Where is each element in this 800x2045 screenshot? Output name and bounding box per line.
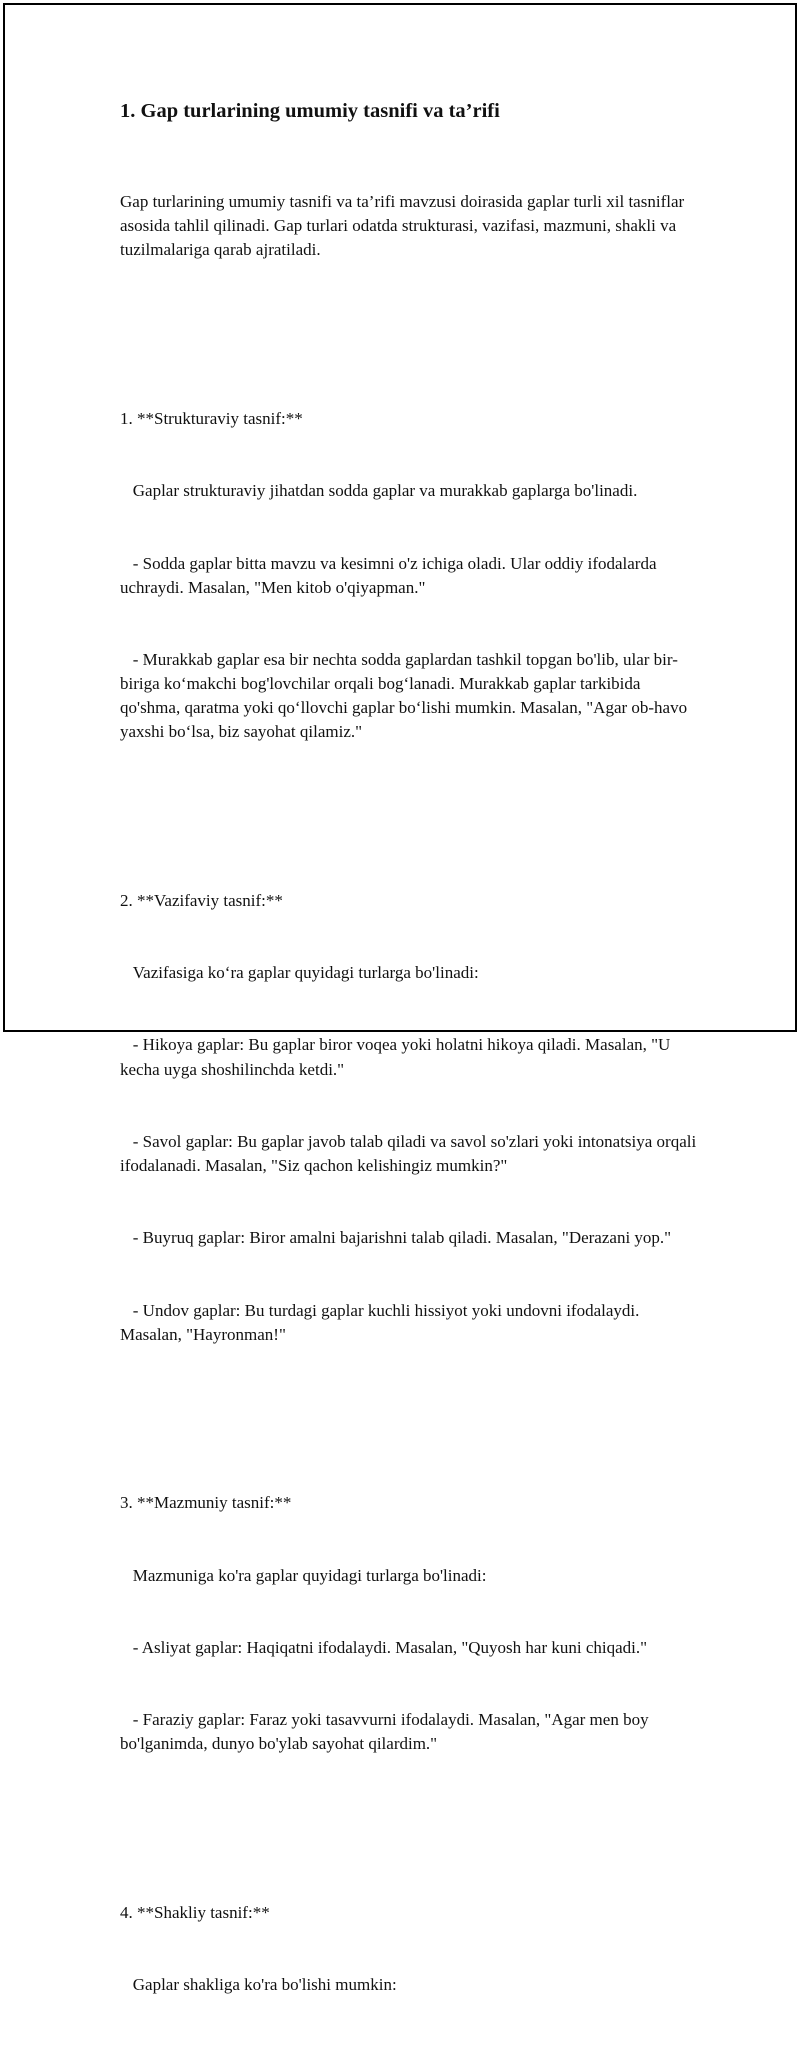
document-title: 1. Gap turlarining umumiy tasnifi va ta’rifi [120, 100, 500, 122]
section-line: Mazmuniga ko'ra gaplar quyidagi turlarga bo'linadi: [120, 1565, 487, 1585]
section-line: Vazifasiga ko‘ra gaplar quyidagi turlarga bo'linadi: [120, 963, 479, 983]
section-line: Gaplar shakliga ko'ra bo'lishi mumkin: [120, 1975, 397, 1995]
section-line: - Savol gaplar: Bu gaplar javob talab qiladi va savol so'zlari yoki intonatsiya orqali ifodalanadi. Masalan, "Siz qachon kelishingiz mumkin?" [120, 1131, 701, 1175]
section-heading-semantic: 3. **Mazmuniy tasnif:** [120, 1493, 292, 1513]
document-content [120, 97, 700, 2045]
paragraph-spacer [120, 1395, 700, 1419]
paragraph-spacer [120, 311, 700, 335]
section-line: - Murakkab gaplar esa bir nechta sodda gaplardan tashkil topgan bo'lib, ular bir-biriga ko‘makchi bog'lovchilar orqali bog‘lanadi. Murakkab gaplar tarkibida qo'shma, qaratma yoki qo‘llovchi gaplar bo‘lishi mumkin. Masalan, "Agar ob-havo yaxshi bo‘lsa, biz sayohat qilamiz." [120, 649, 692, 742]
section-line: Gaplar strukturaviy jihatdan sodda gaplar va murakkab gaplarga bo'linadi. [120, 481, 638, 501]
paragraph-spacer [120, 1804, 700, 1828]
document-body [120, 142, 700, 2045]
section-line: - Hikoya gaplar: Bu gaplar biror voqea yoki holatni hikoya qiladi. Masalan, "U kecha uyga shoshilinchda ketdi." [120, 1035, 675, 1079]
section-heading-structural: 1. **Strukturaviy tasnif:** [120, 409, 303, 429]
section-heading-formal: 4. **Shakliy tasnif:** [120, 1902, 270, 1922]
paragraph-spacer [120, 793, 700, 817]
intro-paragraph: Gap turlarining umumiy tasnifi va ta’rifi mavzusi doirasida gaplar turli xil tasniflar asosida tahlil qilinadi. Gap turlari odatda strukturasi, vazifasi, mazmuni, shakli va tuzilmalariga qarab ajratiladi. [120, 192, 689, 260]
section-line: - Sodda gaplar bitta mavzu va kesimni o'z ichiga oladi. Ular oddiy ifodalarda uchraydi. Masalan, "Men kitob o'qiyapman." [120, 553, 661, 597]
section-line: - Asliyat gaplar: Haqiqatni ifodalaydi. Masalan, "Quyosh har kuni chiqadi." [120, 1637, 648, 1657]
section-line: - Faraziy gaplar: Faraz yoki tasavvurni ifodalaydi. Masalan, "Agar men boy bo'lganimda, dunyo bo'ylab sayohat qilardim." [120, 1710, 653, 1754]
page-frame [3, 3, 797, 1995]
section-line: - Undov gaplar: Bu turdagi gaplar kuchli hissiyot yoki undovni ifodalaydi. Masalan, "Hayronman!" [120, 1300, 644, 1344]
section-line: - Buyruq gaplar: Biror amalni bajarishni talab qiladi. Masalan, "Derazani yop." [120, 1228, 672, 1248]
section-heading-functional: 2. **Vazifaviy tasnif:** [120, 890, 283, 910]
